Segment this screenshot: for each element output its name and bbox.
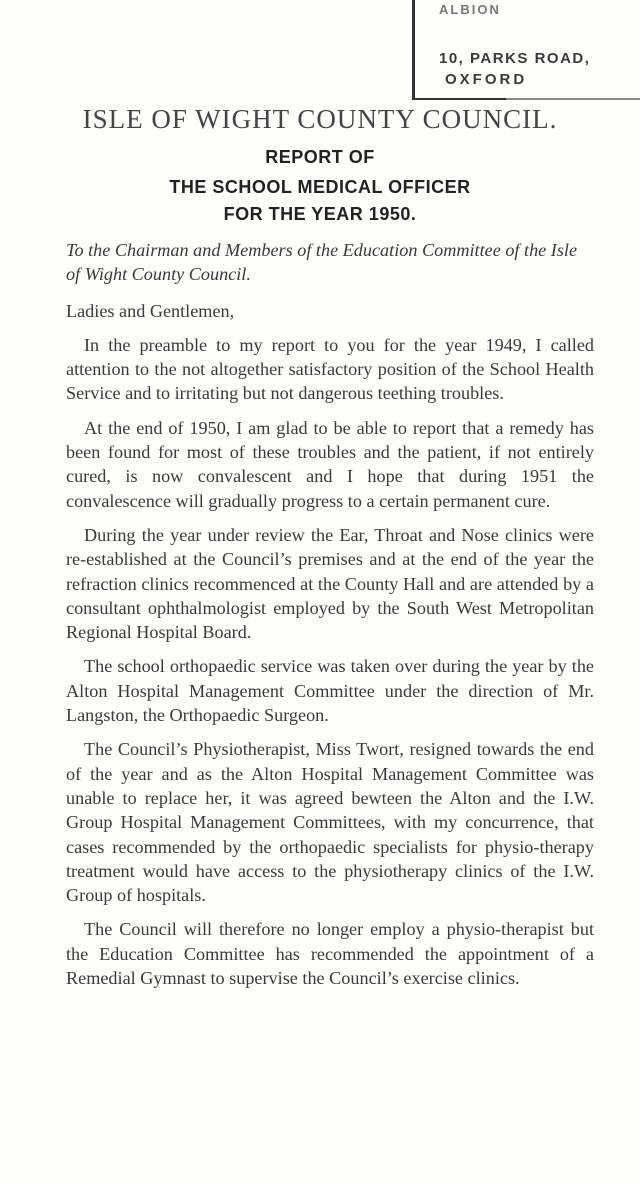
stamp-rule [415,98,640,100]
paragraph-4: The school orthopaedic service was taken over during the year by the Alton Hospital Management Committee under the direction of Mr. Langston, the Orthopaedic Surgeon. [66,656,594,726]
address-line: To the Chairman and Members of the Education Committee of the Isle of Wight County Council. [66,240,578,285]
paragraph-1: In the preamble to my report to you for the year 1949, I called attention to the not altogether satisfactory position of the School Health Service and to irritating but not dangerous teething troubles. [66,334,594,404]
stamp-address-line: 10, PARKS ROAD, [439,50,591,67]
stamp-top-text: ALBION [439,2,501,17]
stamp-city-line: OXFORD [445,71,528,88]
paragraph-2: At the end of 1950, I am glad to be able to report that a remedy has been found for most of these troubles and the patient, if not entirely cured, is now convalescent and I hope that during 1951 the convalescence will gradually progress to a certain permanent cure. [66,417,594,511]
report-title-line-3: FOR THE YEAR 1950. [223,204,417,224]
report-body [66,238,594,1000]
council-name: ISLE OF WIGHT COUNTY COUNCIL. [82,104,558,134]
paragraph-3: During the year under review the Ear, Throat and Nose clinics were re-established at the Council’s premises and at the end of the year the refraction clinics recommenced at the County Hall and are attended by a consultant ophthalmologist employed by the South West Metropolitan Regional Hospital Board. [66,524,594,643]
report-title-line-2: THE SCHOOL MEDICAL OFFICER [169,177,471,197]
paragraph-6: The Council will therefore no longer employ a physio-therapist but the Education Committee has recommended the appointment of a Remedial Gymnast to supervise the Council’s exercise clinics. [66,919,594,989]
library-stamp [412,0,640,100]
report-title-line-1: REPORT OF [265,147,375,167]
paragraph-5: The Council’s Physiotherapist, Miss Twort, resigned towards the end of the year and as the Alton Hospital Management Committee was unable to replace her, it was agreed bewteen the Alton and the I.W. Group Hospital Management Committees, with my concurrence, that cases recommended by the orthopaedic specialists for physio-therapy treatment would have access to the physiotherapy clinics of the I.W. Group of hospitals. [66,739,594,906]
salutation: Ladies and Gentlemen, [66,300,235,321]
